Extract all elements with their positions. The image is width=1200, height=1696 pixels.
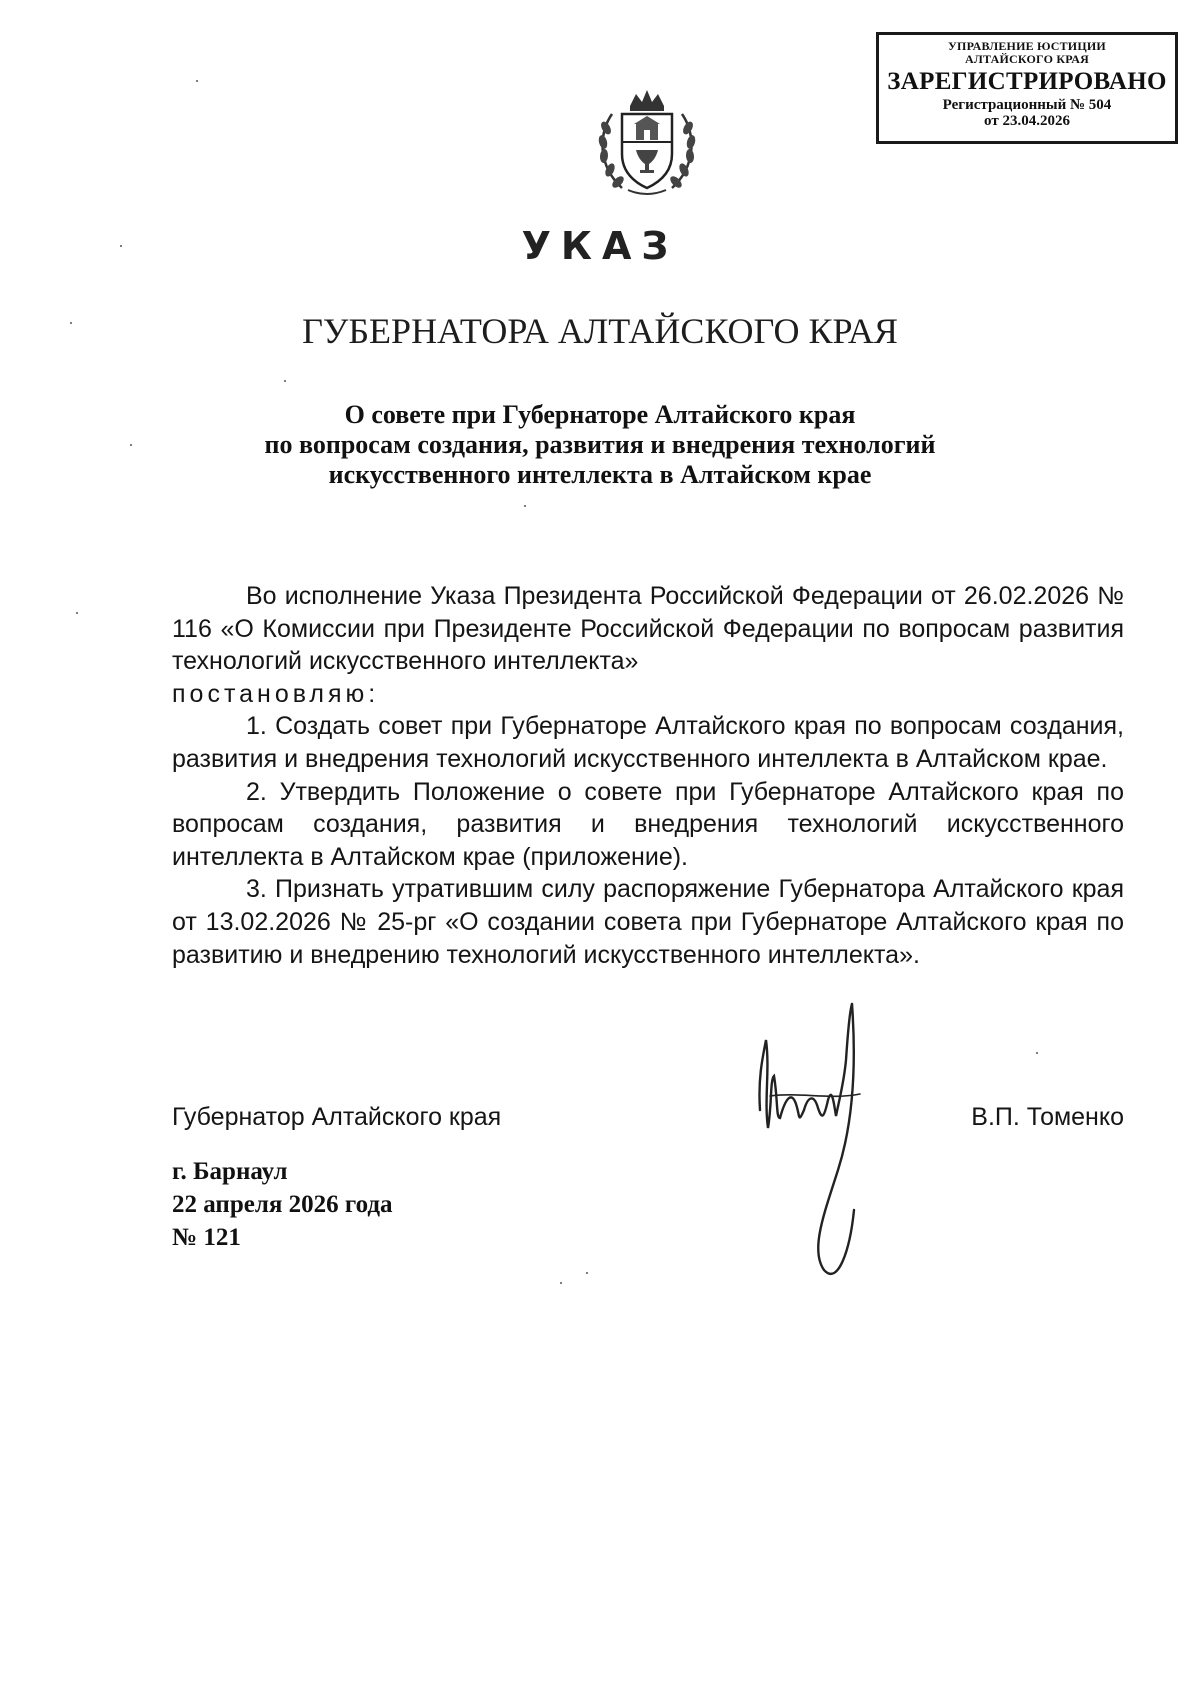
issue-place: г. Барнаул xyxy=(172,1158,288,1185)
decree-word: постановляю: xyxy=(172,679,380,708)
stamp-status: ЗАРЕГИСТРИРОВАНО xyxy=(887,68,1167,96)
preamble: Во исполнение Указа Президента Российской Федерации от 26.02.2026 № 116 «О Комиссии при Президенте Российской Федерации по вопросам развития технологий искусственного интеллекта» xyxy=(172,582,1124,676)
place-date-number xyxy=(172,1155,393,1254)
document-issuer: ГУБЕРНАТОРА АЛТАЙСКОГО КРАЯ xyxy=(302,311,898,351)
scan-speck xyxy=(560,1282,562,1284)
document-title-line1: О совете при Губернаторе Алтайского края xyxy=(344,400,856,429)
scan-speck xyxy=(196,80,198,82)
decree-item-1: 1. Создать совет при Губернаторе Алтайского края по вопросам создания, развития и внедрения технологий искусственного интеллекта в Алтайском крае. xyxy=(172,712,1124,773)
coat-of-arms-icon xyxy=(592,84,702,200)
document-body xyxy=(172,580,1124,971)
scan-speck xyxy=(284,380,286,382)
decree-item-3: 3. Признать утратившим силу распоряжение Губернатора Алтайского края от 13.02.2026 № 25-рг «О создании совета при Губернаторе Алтайского края по развитию и внедрению технологий искусственного интеллекта». xyxy=(172,875,1124,969)
scan-speck xyxy=(130,444,132,446)
scan-speck xyxy=(586,1272,588,1274)
handwritten-signature xyxy=(740,1000,920,1290)
signer-name: В.П. Томенко xyxy=(971,1103,1124,1131)
signer-position: Губернатор Алтайского края xyxy=(172,1103,502,1131)
document-title-line3: искусственного интеллекта в Алтайском крае xyxy=(328,460,872,489)
stamp-authority xyxy=(879,40,1175,65)
scan-speck xyxy=(1036,1052,1038,1054)
document-title xyxy=(0,400,1200,490)
document-number: № 121 xyxy=(172,1224,241,1251)
scan-speck xyxy=(76,612,78,614)
stamp-authority-line1: УПРАВЛЕНИЕ ЮСТИЦИИ xyxy=(948,39,1106,53)
issue-date: 22 апреля 2026 года xyxy=(172,1191,393,1218)
stamp-reg-number: Регистрационный № 504 xyxy=(942,97,1112,114)
document-type: УКАЗ xyxy=(521,224,679,268)
scan-speck xyxy=(120,245,122,247)
stamp-reg-date: от 23.04.2026 xyxy=(984,113,1070,130)
stamp-authority-line2: АЛТАЙСКОГО КРАЯ xyxy=(965,51,1089,66)
registration-stamp xyxy=(876,32,1178,144)
decree-item-2: 2. Утвердить Положение о совете при Губернаторе Алтайского края по вопросам создания, развития и внедрения технологий искусственного интеллекта в Алтайском крае (приложение). xyxy=(172,777,1124,871)
document-title-line2: по вопросам создания, развития и внедрения технологий xyxy=(264,430,936,459)
scan-speck xyxy=(524,505,526,507)
scan-speck xyxy=(70,322,72,324)
